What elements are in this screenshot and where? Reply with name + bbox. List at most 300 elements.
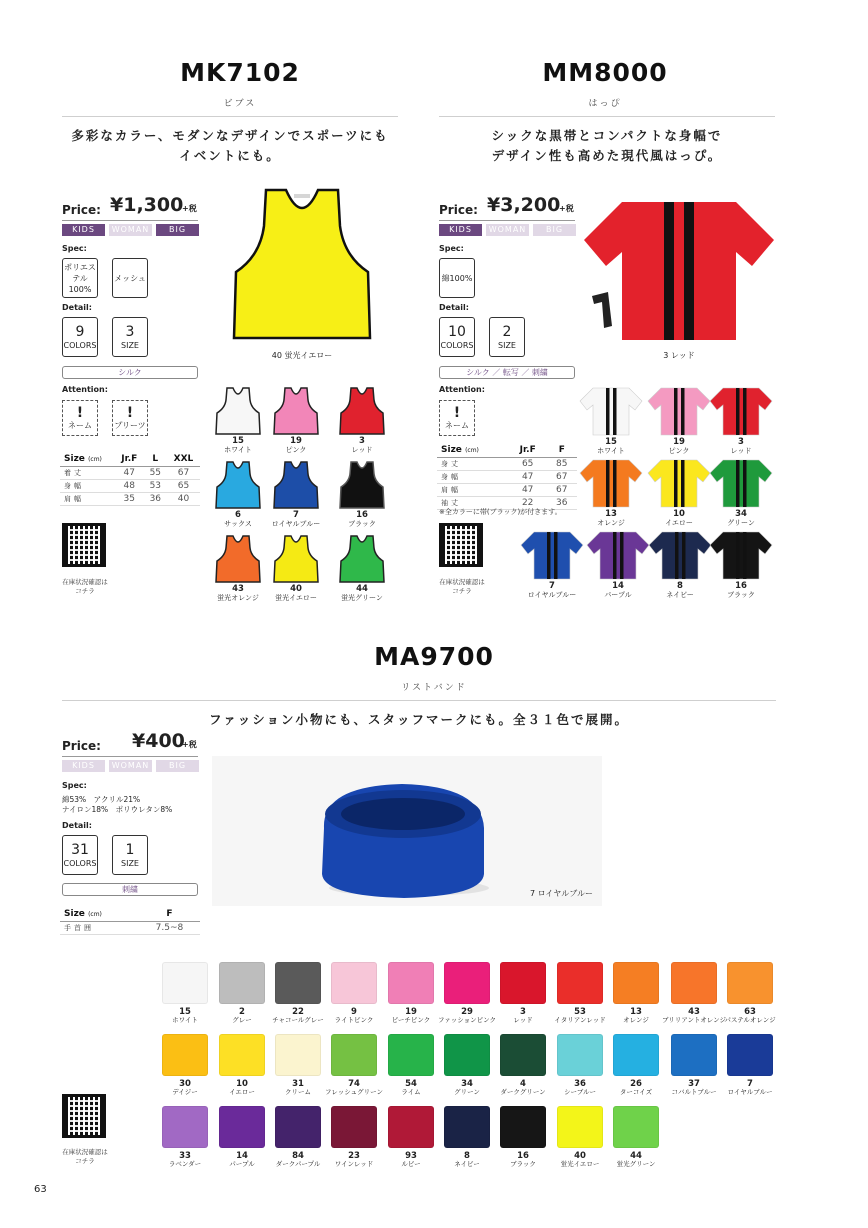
- swatch-name: ブリリアントオレンジ: [662, 1016, 726, 1024]
- size-col: Jr.F: [509, 444, 547, 457]
- mk-price-label: Price:: [62, 203, 101, 217]
- mm-price: ¥3,200: [487, 194, 561, 216]
- mm-att-name: [439, 400, 475, 436]
- swatch-number: 8: [677, 581, 683, 591]
- exclamation-icon: !: [126, 404, 134, 421]
- happi-swatch: [709, 530, 773, 580]
- size-cell: 36: [144, 492, 167, 505]
- mk-attention-label: Attention:: [62, 385, 108, 394]
- swatch-name: イエロー: [665, 519, 693, 527]
- exclamation-icon: !: [76, 404, 84, 421]
- bib-swatch: [338, 534, 386, 584]
- wristband-swatch: [500, 1106, 546, 1148]
- swatch-name: ホワイト: [172, 1016, 198, 1024]
- ma-main-color-label: 7 ロイヤルブルー: [530, 889, 593, 898]
- mm-tax: +税: [559, 204, 574, 213]
- qr-caption-line: コチラ: [75, 587, 95, 595]
- swatch-name: 蛍光イエロー: [275, 594, 317, 602]
- swatch-name: ブラック: [727, 591, 755, 599]
- size-cell: 40: [167, 492, 200, 505]
- qr-caption-line: 在庫状況確認は: [439, 578, 485, 586]
- swatch-name: ターコイズ: [619, 1088, 653, 1096]
- swatch-number: 93: [405, 1151, 417, 1161]
- swatch-name: ダークグリーン: [500, 1088, 546, 1096]
- swatch-number: 22: [292, 1007, 304, 1017]
- size-unit: (cm): [88, 911, 102, 919]
- size-row-key: 着丈: [60, 466, 115, 479]
- wristband-swatch: [162, 1106, 208, 1148]
- bib-swatch: [338, 386, 386, 436]
- swatch-number: 13: [630, 1007, 642, 1017]
- wristband-swatch: [444, 962, 490, 1004]
- size-cell: 67: [547, 483, 577, 496]
- swatch-number: 6: [235, 510, 241, 520]
- divider: [439, 220, 575, 221]
- swatch-label: [715, 1080, 785, 1096]
- ma-size-count: 1: [125, 841, 135, 858]
- mm-colors-count: 10: [448, 323, 466, 340]
- mm-subtitle: はっぴ: [588, 99, 622, 109]
- ma-print-method: 刺繍: [62, 883, 198, 896]
- mm-note: ※全カラーに帯(ブラック)が付きます。: [439, 508, 562, 516]
- size-cell: 55: [144, 466, 167, 479]
- bib-swatch: [214, 460, 262, 510]
- swatch-number: 26: [630, 1079, 642, 1089]
- size-cell: 65: [509, 457, 547, 470]
- mm-att-name-text: ネーム: [445, 420, 469, 430]
- mk-size-count: 3: [125, 323, 135, 340]
- swatch-number: 3: [359, 436, 365, 446]
- swatch-name: レッド: [513, 1016, 533, 1024]
- swatch-name: ホワイト: [597, 447, 625, 455]
- ma-spec-label: Spec:: [62, 781, 87, 790]
- ma-price: ¥400: [132, 730, 185, 752]
- swatch-number: 15: [179, 1007, 191, 1017]
- swatch-name: パステルオレンジ: [724, 1016, 776, 1024]
- wristband-swatch: [219, 1106, 265, 1148]
- swatch-number: 3: [738, 437, 744, 447]
- ma-price-label: Price:: [62, 739, 101, 753]
- ma-subtitle: リストバンド: [401, 683, 467, 693]
- bib-swatch: [272, 460, 320, 510]
- ma-colors-box: [62, 835, 98, 875]
- wristband-swatch: [331, 1034, 377, 1076]
- mm-colors-text: COLORS: [440, 340, 474, 350]
- ma-colors-text: COLORS: [63, 858, 97, 868]
- wristband-swatch: [331, 1106, 377, 1148]
- size-cell: 48: [115, 479, 144, 492]
- size-row-key: 身丈: [437, 457, 509, 470]
- size-head: Size: [441, 445, 462, 456]
- swatch-number: 15: [232, 436, 244, 446]
- ma-size-text: SIZE: [121, 858, 139, 868]
- swatch-number: 44: [356, 584, 368, 594]
- tag-woman: WOMAN: [486, 224, 529, 236]
- mk-detail-label: Detail:: [62, 303, 92, 312]
- swatch-name: ファッションピンク: [437, 1016, 497, 1024]
- swatch-name: レッド: [351, 446, 373, 454]
- wristband-swatch: [275, 1106, 321, 1148]
- mk-qr-caption: [50, 578, 120, 596]
- size-cell: 35: [115, 492, 144, 505]
- wristband-swatch: [275, 1034, 321, 1076]
- size-cell: 67: [167, 466, 200, 479]
- bib-swatch: [272, 386, 320, 436]
- happi-swatch: [648, 530, 712, 580]
- page-number: 63: [34, 1184, 47, 1195]
- swatch-number: 9: [351, 1007, 357, 1017]
- swatch-name: クリーム: [285, 1088, 311, 1096]
- swatch-name: ワインレッド: [334, 1160, 374, 1168]
- ma-main-image: [212, 756, 602, 906]
- happi-swatch: [647, 458, 711, 508]
- swatch-name: ピーチピンク: [391, 1016, 431, 1024]
- swatch-name: 蛍光グリーン: [341, 594, 383, 602]
- swatch-name: パープル: [229, 1160, 255, 1168]
- swatch-number: 23: [348, 1151, 360, 1161]
- size-cell: 53: [144, 479, 167, 492]
- wristband-swatch: [557, 1034, 603, 1076]
- tag-woman: WOMAN: [109, 760, 152, 772]
- mm-size-table: [437, 444, 577, 510]
- swatch-number: 36: [574, 1079, 586, 1089]
- happi-swatch: [579, 386, 643, 436]
- swatch-number: 13: [605, 509, 617, 519]
- happi-swatch: [647, 386, 711, 436]
- mk-att-pleats-text: プリーツ: [114, 420, 146, 430]
- size-row-key: 肩幅: [60, 492, 115, 505]
- wristband-swatch: [162, 962, 208, 1004]
- wristband-swatch: [275, 962, 321, 1004]
- size-row-key: 手首囲: [60, 921, 139, 934]
- size-cell: 22: [509, 496, 547, 509]
- mm-catch-line2: デザイン性も高めた現代風はっぴ。: [491, 148, 723, 163]
- mm-qr[interactable]: [439, 523, 483, 567]
- mk-qr[interactable]: [62, 523, 106, 567]
- bib-swatch: [338, 460, 386, 510]
- mm-title: MM8000: [542, 58, 668, 87]
- swatch-name: サックス: [224, 520, 252, 528]
- swatch-number: 19: [673, 437, 685, 447]
- size-col: F: [547, 444, 577, 457]
- mm-spec-material: 綿100%: [439, 258, 475, 298]
- mk-main-color-label: 40 蛍光イエロー: [271, 351, 333, 360]
- swatch-name: パープル: [604, 591, 632, 599]
- swatch-name: ブラック: [348, 520, 376, 528]
- swatch-number: 14: [236, 1151, 248, 1161]
- qr-caption-line: コチラ: [452, 587, 472, 595]
- ma-qr[interactable]: [62, 1094, 106, 1138]
- swatch-name: ネイビー: [454, 1160, 480, 1168]
- swatch-name: ラベンダー: [168, 1160, 202, 1168]
- wristband-swatch: [162, 1034, 208, 1076]
- mm-size-text: SIZE: [498, 340, 516, 350]
- swatch-number: 15: [605, 437, 617, 447]
- swatch-name: 蛍光オレンジ: [217, 594, 259, 602]
- swatch-number: 7: [293, 510, 299, 520]
- mk-spec-label: Spec:: [62, 244, 87, 253]
- swatch-number: 40: [290, 584, 302, 594]
- size-cell: 47: [509, 483, 547, 496]
- mk-size-table: [60, 453, 200, 506]
- divider: [62, 220, 198, 221]
- swatch-label: [322, 437, 402, 455]
- wristband-swatch: [388, 1106, 434, 1148]
- tag-big: BIG: [533, 224, 576, 236]
- swatch-number: 34: [735, 509, 747, 519]
- swatch-number: 44: [630, 1151, 642, 1161]
- swatch-number: 19: [290, 436, 302, 446]
- wristband-image: [212, 756, 602, 906]
- wristband-swatch: [219, 1034, 265, 1076]
- swatch-name: ライトピンク: [334, 1016, 374, 1024]
- wristband-swatch: [444, 1034, 490, 1076]
- bib-image: [226, 186, 378, 346]
- tag-big: BIG: [156, 224, 199, 236]
- size-cell: 47: [115, 466, 144, 479]
- swatch-number: 14: [612, 581, 624, 591]
- size-col: XXL: [167, 453, 200, 466]
- size-row-key: 袖丈: [437, 496, 509, 509]
- ma-spec: [62, 795, 172, 815]
- mm-catch-line1: シックな黒帯とコンパクトな身幅で: [491, 128, 723, 143]
- divider: [62, 700, 776, 701]
- mm-catch: [439, 126, 775, 166]
- size-cell: 67: [547, 470, 577, 483]
- mk-tax: +税: [182, 204, 197, 213]
- swatch-label: [601, 1152, 671, 1168]
- ma-title: MA9700: [374, 642, 494, 671]
- swatch-name: ロイヤルブルー: [271, 520, 321, 528]
- swatch-name: 蛍光イエロー: [560, 1160, 600, 1168]
- swatch-name: ブラック: [510, 1160, 536, 1168]
- swatch-number: 33: [179, 1151, 191, 1161]
- swatch-name: ホワイト: [224, 446, 252, 454]
- mk-catch-line2: イベントにも。: [179, 148, 281, 163]
- qr-code-icon[interactable]: [439, 523, 483, 567]
- swatch-number: 4: [520, 1079, 526, 1089]
- swatch-number: 7: [549, 581, 555, 591]
- wristband-swatch: [557, 962, 603, 1004]
- mk-att-name-text: ネーム: [68, 420, 92, 430]
- tag-big: BIG: [156, 760, 199, 772]
- ma-spec-line1: 綿53% アクリル21%: [62, 795, 141, 804]
- swatch-name: グレー: [232, 1016, 252, 1024]
- mm-main-color-label: 3 レッド: [663, 351, 695, 360]
- happi-swatch: [586, 530, 650, 580]
- mk-catch: [62, 126, 398, 166]
- mm-main-image: [582, 196, 776, 346]
- swatch-number: 54: [405, 1079, 417, 1089]
- swatch-number: 34: [461, 1079, 473, 1089]
- mk-main-image: [226, 186, 378, 346]
- qr-code-icon[interactable]: [62, 1094, 106, 1138]
- wristband-swatch: [557, 1106, 603, 1148]
- tag-kids: KIDS: [62, 224, 105, 236]
- size-cell: 36: [547, 496, 577, 509]
- mk-colors-box: [62, 317, 98, 357]
- wristband-swatch: [388, 962, 434, 1004]
- swatch-name: イエロー: [229, 1088, 255, 1096]
- swatch-name: ネイビー: [666, 591, 694, 599]
- swatch-label: [701, 438, 781, 456]
- size-col: L: [144, 453, 167, 466]
- swatch-number: 31: [292, 1079, 304, 1089]
- mm-price-label: Price:: [439, 203, 478, 217]
- tag-kids: KIDS: [62, 760, 105, 772]
- swatch-number: 30: [179, 1079, 191, 1089]
- swatch-number: 43: [232, 584, 244, 594]
- mm-size-count: 2: [502, 323, 512, 340]
- mk-size-text: SIZE: [121, 340, 139, 350]
- swatch-number: 74: [348, 1079, 360, 1089]
- qr-caption-line: コチラ: [75, 1157, 95, 1165]
- swatch-name: ロイヤルブルー: [527, 591, 577, 599]
- swatch-name: チャコールグレー: [272, 1016, 324, 1024]
- size-col: Jr.F: [115, 453, 144, 466]
- swatch-name: ダークパープル: [275, 1160, 321, 1168]
- swatch-name: ピンク: [668, 447, 690, 455]
- swatch-name: コバルトブルー: [671, 1088, 717, 1096]
- swatch-number: 10: [673, 509, 685, 519]
- swatch-name: ピンク: [285, 446, 307, 454]
- size-head: Size: [64, 454, 85, 465]
- mm-spec-label: Spec:: [439, 244, 464, 253]
- swatch-label: [701, 582, 781, 600]
- swatch-number: 2: [239, 1007, 245, 1017]
- happi-image: [582, 196, 776, 346]
- swatch-name: シーブルー: [564, 1088, 596, 1096]
- mk-att-name: [62, 400, 98, 436]
- swatch-name: 蛍光グリーン: [616, 1160, 656, 1168]
- swatch-name: ルビー: [401, 1160, 421, 1168]
- happi-swatch: [709, 458, 773, 508]
- swatch-number: 43: [688, 1007, 700, 1017]
- ma-spec-line2: ナイロン18% ポリウレタン8%: [62, 805, 173, 814]
- mm-print-method: シルク ／ 転写 ／ 刺繍: [439, 366, 575, 379]
- swatch-number: 16: [517, 1151, 529, 1161]
- ma-tags: [62, 760, 199, 772]
- swatch-number: 16: [356, 510, 368, 520]
- happi-swatch: [579, 458, 643, 508]
- swatch-name: オレンジ: [623, 1016, 649, 1024]
- happi-swatch: [520, 530, 584, 580]
- mk-tags: [62, 224, 199, 236]
- size-row-key: 身幅: [437, 470, 509, 483]
- mk-spec-mesh: メッシュ: [112, 258, 148, 298]
- qr-code-icon[interactable]: [62, 523, 106, 567]
- swatch-number: 40: [574, 1151, 586, 1161]
- swatch-label: [322, 511, 402, 529]
- mk-print-method: シルク: [62, 366, 198, 379]
- ma-size-box: [112, 835, 148, 875]
- tag-kids: KIDS: [439, 224, 482, 236]
- mk-colors-count: 9: [75, 323, 85, 340]
- swatch-number: 37: [688, 1079, 700, 1089]
- bib-swatch: [214, 534, 262, 584]
- wristband-swatch: [727, 962, 773, 1004]
- ma-tax: +税: [182, 740, 197, 749]
- swatch-number: 19: [405, 1007, 417, 1017]
- swatch-number: 53: [574, 1007, 586, 1017]
- wristband-swatch: [727, 1034, 773, 1076]
- size-row-key: 身幅: [60, 479, 115, 492]
- divider: [439, 116, 775, 117]
- swatch-number: 7: [747, 1079, 753, 1089]
- swatch-name: デイジー: [172, 1088, 198, 1096]
- mk-att-pleats: [112, 400, 148, 436]
- size-row-key: 肩幅: [437, 483, 509, 496]
- swatch-label: [322, 585, 402, 603]
- size-col: F: [139, 908, 200, 921]
- wristband-swatch: [671, 1034, 717, 1076]
- swatch-name: オレンジ: [597, 519, 625, 527]
- swatch-name: ライム: [401, 1088, 421, 1096]
- divider: [62, 756, 198, 757]
- wristband-swatch: [671, 962, 717, 1004]
- mk-colors-text: COLORS: [63, 340, 97, 350]
- mm-qr-caption: [427, 578, 497, 596]
- happi-swatch: [709, 386, 773, 436]
- tag-woman: WOMAN: [109, 224, 152, 236]
- mm-size-box: [489, 317, 525, 357]
- mm-detail-label: Detail:: [439, 303, 469, 312]
- exclamation-icon: !: [453, 404, 461, 421]
- swatch-number: 3: [520, 1007, 526, 1017]
- qr-caption-line: 在庫状況確認は: [62, 1148, 108, 1156]
- ma-size-table: [60, 908, 200, 935]
- wristband-swatch: [500, 962, 546, 1004]
- wristband-swatch: [331, 962, 377, 1004]
- swatch-label: [701, 510, 781, 528]
- mm-colors-box: [439, 317, 475, 357]
- mk-subtitle: ビブス: [223, 99, 257, 109]
- mk-price: ¥1,300: [110, 194, 184, 216]
- swatch-number: 10: [236, 1079, 248, 1089]
- wristband-swatch: [613, 962, 659, 1004]
- ma-catch: ファッション小物にも、スタッフマークにも。全３１色で展開。: [208, 712, 629, 727]
- size-unit: (cm): [465, 447, 479, 455]
- swatch-label: [715, 1008, 785, 1024]
- mk-size-box: [112, 317, 148, 357]
- bib-swatch: [214, 386, 262, 436]
- swatch-number: 8: [464, 1151, 470, 1161]
- swatch-number: 16: [735, 581, 747, 591]
- swatch-name: イタリアンレッド: [554, 1016, 606, 1024]
- swatch-number: 63: [744, 1007, 756, 1017]
- wristband-swatch: [613, 1034, 659, 1076]
- wristband-swatch: [219, 962, 265, 1004]
- swatch-number: 29: [461, 1007, 473, 1017]
- wristband-swatch: [500, 1034, 546, 1076]
- wristband-swatch: [613, 1106, 659, 1148]
- swatch-name: レッド: [730, 447, 752, 455]
- ma-qr-caption: [50, 1148, 120, 1166]
- swatch-name: ロイヤルブルー: [727, 1088, 773, 1096]
- ma-colors-count: 31: [71, 841, 89, 858]
- mm-attention-label: Attention:: [439, 385, 485, 394]
- mk-title: MK7102: [180, 58, 300, 87]
- mm-tags: [439, 224, 576, 236]
- swatch-number: 84: [292, 1151, 304, 1161]
- size-cell: 65: [167, 479, 200, 492]
- qr-caption-line: 在庫状況確認は: [62, 578, 108, 586]
- size-unit: (cm): [88, 456, 102, 464]
- wristband-swatch: [388, 1034, 434, 1076]
- swatch-name: グリーン: [454, 1088, 480, 1096]
- size-cell: 85: [547, 457, 577, 470]
- size-head: Size: [64, 909, 85, 920]
